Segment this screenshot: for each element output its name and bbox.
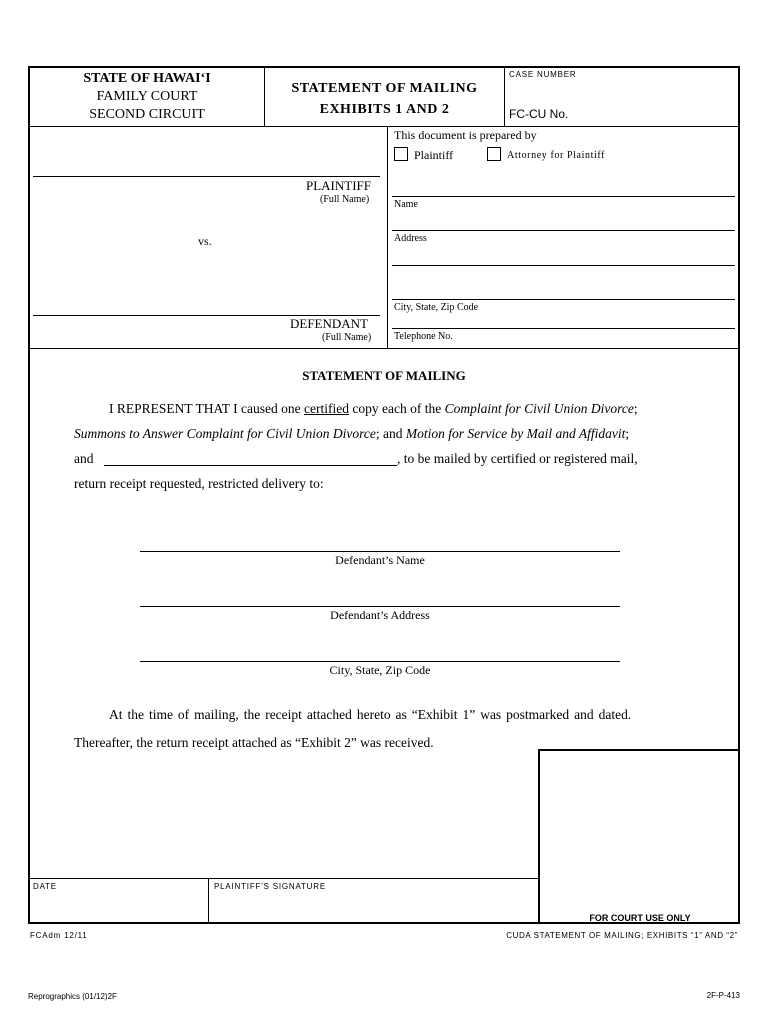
document-title — [265, 78, 504, 120]
preparer-address-line-2[interactable] — [392, 265, 735, 266]
semicolon-2: ; — [625, 426, 630, 441]
header-vline-2 — [504, 66, 505, 126]
plaintiff-label: PLAINTIFF — [306, 178, 372, 193]
defendant-label: DEFENDANT — [290, 316, 368, 331]
form-number: 2F-P-413 — [706, 991, 740, 1000]
state-name: STATE OF HAWAI‘I — [83, 71, 211, 86]
court-block — [30, 70, 264, 124]
preparer-phone-label: Telephone No. — [394, 331, 453, 342]
exhibit-statement-2: Thereafter, the return receipt attached as “Exhibit 2” was received. — [74, 735, 434, 750]
reprographics-code: Reprographics (01/12)2F — [28, 992, 117, 1001]
court-use-box — [538, 749, 740, 924]
plaintiff-sub-label: (Full Name) — [320, 194, 370, 205]
document-title-line-1: STATEMENT OF MAILING — [291, 81, 478, 96]
attorney-checkbox[interactable] — [487, 147, 501, 161]
motion-title: Motion for Service by Mail and Affidavit — [405, 426, 626, 441]
form-title: CUDA STATEMENT OF MAILING; EXHIBITS “1” AND “2” — [506, 931, 738, 940]
circuit-name: SECOND CIRCUIT — [89, 107, 205, 122]
preparer-address-label: Address — [394, 233, 427, 244]
preparer-name-label: Name — [394, 199, 418, 210]
parties-vline — [387, 126, 388, 348]
statement-line-2 — [74, 426, 629, 442]
plaintiff-option-label: Plaintiff — [414, 148, 454, 162]
additional-documents-line[interactable] — [104, 465, 397, 466]
plaintiff-name-line[interactable] — [33, 176, 380, 177]
preparer-name-line[interactable] — [392, 196, 735, 197]
exhibit-statement-1: At the time of mailing, the receipt attached hereto as “Exhibit 1” was postmarked and dated. — [109, 707, 632, 722]
form-code: FCAdm 12/11 — [30, 931, 88, 940]
statement-text-4: , to be mailed by certified or registered mail, — [397, 451, 638, 466]
defendant-city-field[interactable] — [140, 661, 620, 662]
signature-row-divider — [28, 878, 538, 879]
case-number-label: CASE NUMBER — [509, 70, 577, 79]
certified-word: certified — [304, 401, 349, 416]
semicolon-1: ; — [633, 401, 638, 416]
plaintiff-checkbox[interactable] — [394, 147, 408, 161]
statement-line-1 — [109, 401, 638, 417]
defendant-sub-label: (Full Name) — [322, 332, 372, 343]
defendant-name-label: Defendant’s Name — [335, 553, 425, 567]
date-label: DATE — [33, 882, 57, 891]
statement-text-1: I REPRESENT THAT I caused one — [109, 401, 304, 416]
summons-title: Summons to Answer Complaint for Civil Union Divorce — [74, 426, 376, 441]
court-name: FAMILY COURT — [96, 89, 198, 104]
versus-label: vs. — [198, 234, 212, 248]
defendant-city-label: City, State, Zip Code — [329, 663, 431, 677]
defendant-address-label: Defendant’s Address — [330, 608, 430, 622]
statement-text-2: copy each of the — [348, 401, 445, 416]
signature-field[interactable] — [211, 893, 536, 921]
defendant-address-field[interactable] — [140, 606, 620, 607]
preparer-phone-line[interactable] — [392, 328, 735, 329]
attorney-option-label: Attorney for Plaintiff — [507, 150, 605, 161]
and-word: and — [74, 451, 94, 466]
statement-text-3: ; and — [375, 426, 406, 441]
statement-heading: STATEMENT OF MAILING — [302, 368, 466, 383]
signature-label: PLAINTIFF'S SIGNATURE — [214, 882, 326, 891]
statement-text-5: return receipt requested, restricted delivery to: — [74, 476, 324, 491]
parties-divider — [28, 348, 740, 349]
preparer-city-line[interactable] — [392, 299, 735, 300]
preparer-address-line[interactable] — [392, 230, 735, 231]
complaint-title: Complaint for Civil Union Divorce — [444, 401, 634, 416]
date-field[interactable] — [30, 893, 206, 921]
court-use-label: FOR COURT USE ONLY — [589, 913, 691, 923]
document-title-line-2: EXHIBITS 1 AND 2 — [319, 102, 450, 117]
preparer-city-label: City, State, Zip Code — [394, 302, 479, 313]
signature-row-vline — [208, 878, 209, 924]
header-divider — [28, 126, 740, 127]
defendant-name-field[interactable] — [140, 551, 620, 552]
case-number-value[interactable]: FC-CU No. — [509, 107, 569, 121]
prepared-by-label: This document is prepared by — [394, 128, 537, 142]
